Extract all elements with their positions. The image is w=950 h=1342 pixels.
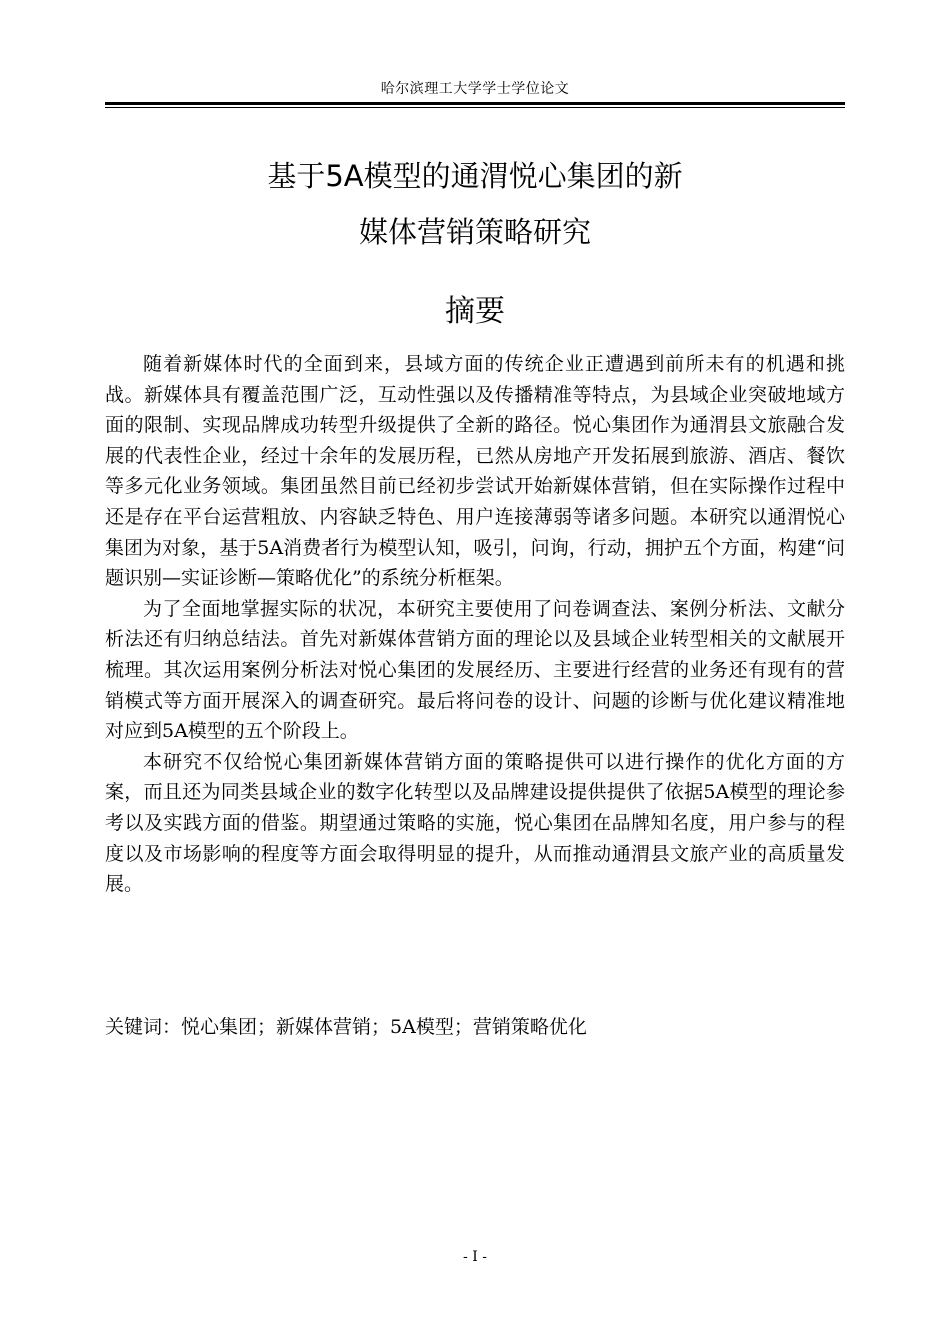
thesis-title-line-1: 基于5A模型的通渭悦心集团的新 xyxy=(267,159,683,193)
abstract-paragraph-3: 本研究不仅给悦心集团新媒体营销方面的策略提供可以进行操作的优化方面的方案，而且还为同类县域企业的数字化转型以及品牌建设提供提供了依据5A模型的理论参考以及实践方面的借鉴。期望通过策略的实施，悦心集团在品牌知名度，用户参与的程度以及市场影响的程度等方面会取得明显的提升，从而推动通渭县文旅产业的高质量发展。 xyxy=(105,750,845,896)
abstract-paragraph-2: 为了全面地掌握实际的状况，本研究主要使用了问卷调查法、案例分析法、文献分析法还有归纳总结法。首先对新媒体营销方面的理论以及县域企业转型相关的文献展开梳理。其次运用案例分析法对悦心集团的发展经历、主要进行经营的业务还有现有的营销模式等方面开展深入的调查研究。最后将问卷的设计、问题的诊断与优化建议精准地对应到5A模型的五个阶段上。 xyxy=(105,597,845,743)
abstract-body xyxy=(105,349,845,900)
header-rule-thick xyxy=(105,102,845,105)
keywords-label: 关键词： xyxy=(105,1016,182,1038)
running-header: 哈尔滨理工大学学士学位论文 xyxy=(380,81,570,97)
abstract-heading: 摘要 xyxy=(445,294,505,329)
thesis-title-line-2: 媒体营销策略研究 xyxy=(358,215,591,249)
page-number: - I - xyxy=(463,1249,487,1265)
abstract-paragraph-1: 随着新媒体时代的全面到来，县域方面的传统企业正遭遇到前所未有的机遇和挑战。新媒体具有覆盖范围广泛，互动性强以及传播精准等特点，为县域企业突破地域方面的限制、实现品牌成功转型升级提供了全新的路径。悦心集团作为通渭县文旅融合发展的代表性企业，经过十余年的发展历程，已然从房地产开发拓展到旅游、酒店、餐饮等多元化业务领域。集团虽然目前已经初步尝试开始新媒体营销，但在实际操作过程中还是存在平台运营粗放、内容缺乏特色、用户连接薄弱等诸多问题。本研究以通渭悦心集团为对象，基于5A消费者行为模型认知，吸引，问询，行动，拥护五个方面，构建“问题识别—实证诊断—策略优化”的系统分析框架。 xyxy=(105,353,845,590)
header-rule-thin xyxy=(105,107,845,108)
keywords-line xyxy=(105,1012,845,1042)
keywords-text: 悦心集团；新媒体营销；5A模型；营销策略优化 xyxy=(181,1016,587,1038)
